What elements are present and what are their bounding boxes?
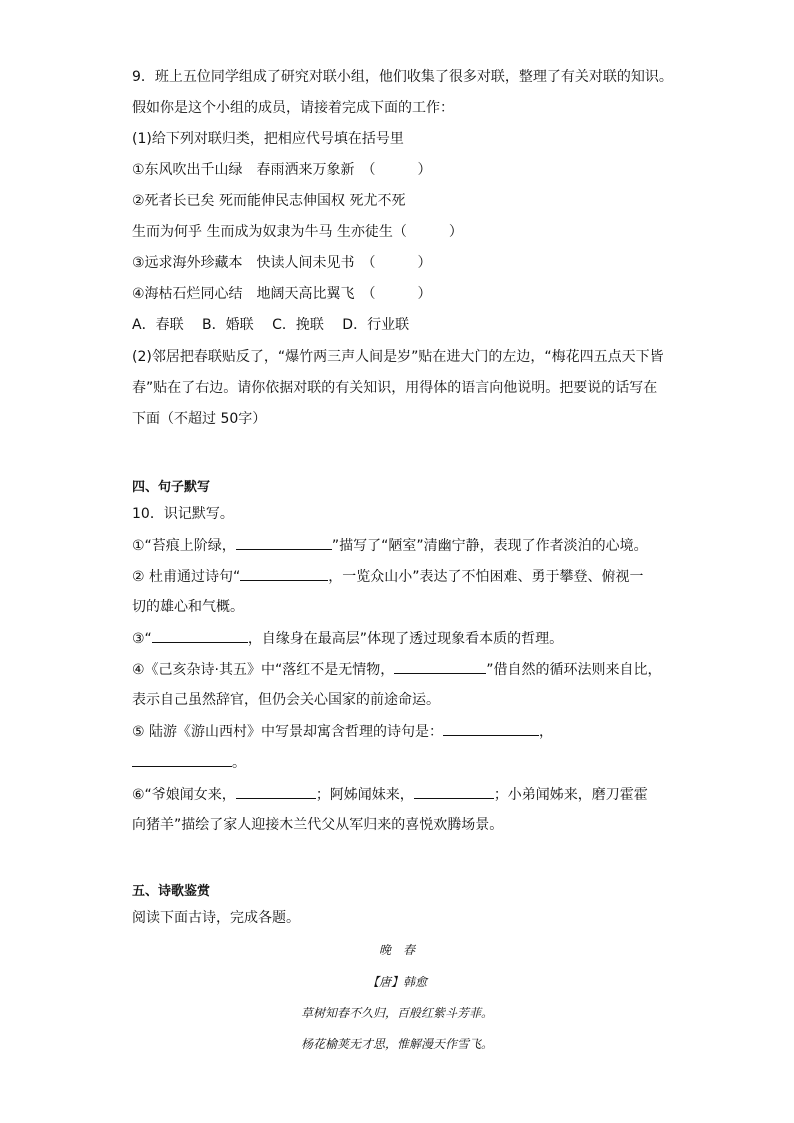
- answer-blank-5a[interactable]: [443, 721, 539, 736]
- answer-blank-1[interactable]: [236, 535, 332, 550]
- couplet-1: ①东风吹出千山绿 春雨洒来万象新 （ ）: [132, 162, 432, 178]
- fill-3-prefix: ③“: [132, 631, 152, 647]
- q9-part1: (1)给下列对联归类，把相应代号填在括号里: [132, 131, 404, 147]
- section-5-heading: 五、诗歌鉴赏: [132, 884, 211, 899]
- answer-blank-4[interactable]: [394, 659, 486, 674]
- fill-5-comma: ，: [539, 724, 553, 740]
- answer-options: A．春联 B．婚联 C．挽联 D．行业联: [132, 317, 410, 333]
- fill-1-prefix: ①“苔痕上阶绿，: [132, 538, 236, 554]
- fill-2-prefix: ② 杜甫通过诗句“: [132, 569, 241, 585]
- fill-line-5: [132, 721, 553, 742]
- q9-part2-line3: 下面（不超过 50字）: [132, 411, 267, 427]
- fill-line-2-cont: 切的雄心和气概。: [132, 599, 244, 615]
- poem-title: 晚 春: [378, 943, 415, 957]
- q9-intro-line2: 假如你是这个小组的成员，请接着完成下面的工作：: [132, 100, 454, 116]
- answer-blank-6b[interactable]: [414, 784, 494, 799]
- fill-line-6: [132, 784, 648, 805]
- q10-title: 10．识记默写。: [132, 506, 234, 522]
- q9-part2-line2: 春”贴在了右边。请你依据对联的有关知识，用得体的语言向他说明。把要说的话写在: [132, 380, 658, 396]
- fill-5-prefix: ⑤ 陆游《游山西村》中写景却寓含哲理的诗句是：: [132, 724, 443, 740]
- fill-4-suffix: ”借自然的循环法则来自比，: [486, 662, 662, 678]
- couplet-3: ③远求海外珍藏本 快读人间未见书 （ ）: [132, 255, 432, 271]
- q9-intro-line1: 9．班上五位同学组成了研究对联小组，他们收集了很多对联，整理了有关对联的知识。: [132, 69, 673, 85]
- poem-line-1: 草树知春不久归，百般红紫斗芳菲。: [300, 1006, 493, 1020]
- couplet-2-upper: ②死者长已矣 死而能伸民志伸国权 死尤不死: [132, 193, 406, 209]
- fill-6-middle: ；阿姊闻妹来，: [315, 787, 414, 803]
- fill-line-1: [132, 535, 648, 556]
- answer-blank-5b[interactable]: [132, 752, 232, 767]
- couplet-2-lower: 生而为何乎 生而成为奴隶为牛马 生亦徒生（ ）: [132, 224, 463, 240]
- fill-line-4: [132, 659, 662, 680]
- fill-line-6-cont: 向猪羊”描绘了家人迎接木兰代父从军归来的喜悦欢腾场景。: [132, 817, 504, 833]
- fill-6-suffix: ；小弟闻姊来，磨刀霍霍: [493, 787, 648, 803]
- answer-blank-3[interactable]: [152, 628, 248, 643]
- poem-line-2: 杨花榆荚无才思，惟解漫天作雪飞。: [300, 1037, 493, 1051]
- fill-line-5-cont: [132, 752, 246, 773]
- fill-line-4-cont: 表示自己虽然辞官，但仍会关心国家的前途命运。: [132, 692, 440, 708]
- answer-blank-6a[interactable]: [236, 784, 316, 799]
- fill-3-suffix: ，自缘身在最高层”体现了透过现象看本质的哲理。: [247, 631, 564, 647]
- section-4-heading: 四、句子默写: [132, 480, 211, 495]
- answer-blank-2[interactable]: [240, 566, 328, 581]
- fill-5-period: 。: [232, 755, 246, 771]
- section-5-instruction: 阅读下面古诗，完成各题。: [132, 910, 300, 926]
- q9-part2-line1: (2)邻居把春联贴反了，“爆竹两三声人间是岁”贴在进大门的左边，“梅花四五点天下皆: [132, 349, 664, 365]
- fill-2-suffix: ，一览众山小”表达了不怕困难、勇于攀登、俯视一: [328, 569, 644, 585]
- fill-1-suffix: ”描写了“陋室”清幽宁静，表现了作者淡泊的心境。: [331, 538, 648, 554]
- fill-4-prefix: ④《己亥杂诗·其五》中“落红不是无情物，: [132, 662, 395, 678]
- fill-line-3: [132, 628, 563, 649]
- couplet-4: ④海枯石烂同心结 地阔天高比翼飞 （ ）: [132, 286, 432, 302]
- fill-6-prefix: ⑥“爷娘闻女来，: [132, 787, 236, 803]
- poem-author: 【唐】韩愈: [366, 975, 427, 989]
- fill-line-2: [132, 566, 644, 587]
